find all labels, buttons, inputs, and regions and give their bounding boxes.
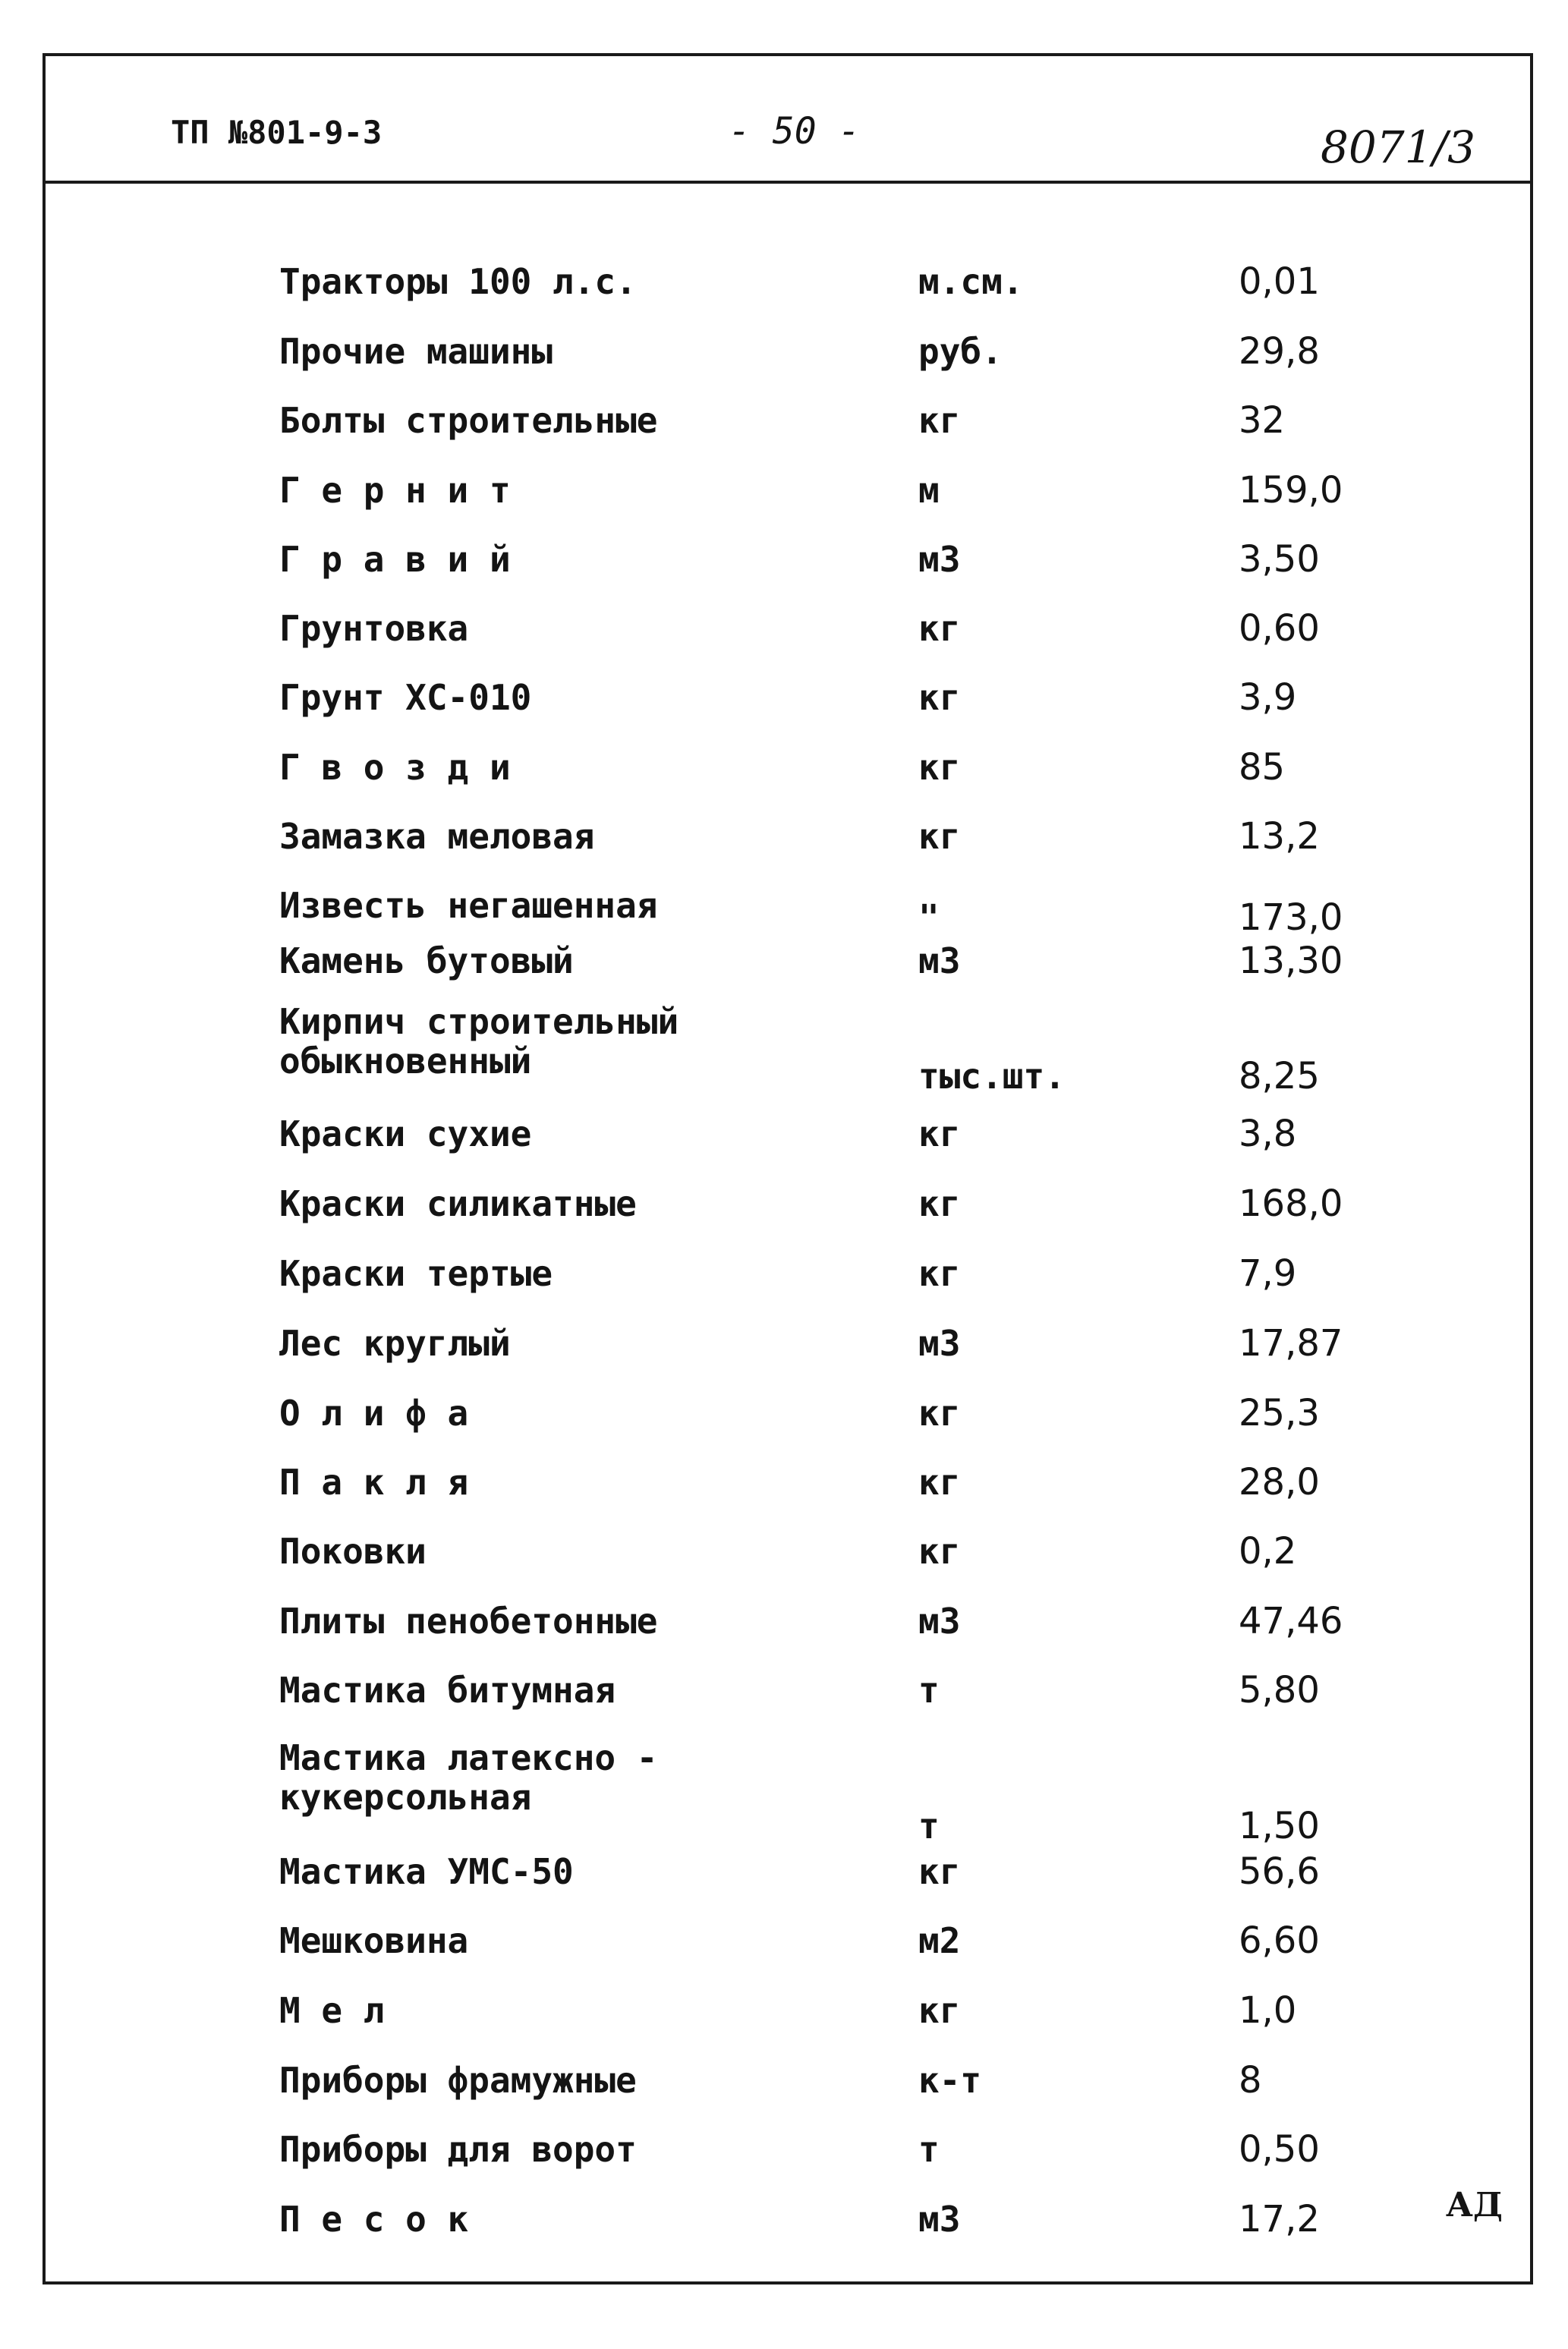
material-quantity: 3,8 bbox=[1239, 1113, 1297, 1155]
material-row bbox=[0, 1001, 1568, 1097]
material-row bbox=[0, 678, 1568, 738]
material-unit: м2 bbox=[918, 1920, 961, 1961]
material-row bbox=[0, 1114, 1568, 1175]
material-quantity: 159,0 bbox=[1239, 469, 1343, 512]
material-row bbox=[0, 1184, 1568, 1245]
material-unit: кг bbox=[918, 1253, 961, 1294]
material-row bbox=[0, 1601, 1568, 1662]
material-row bbox=[0, 332, 1568, 392]
material-quantity: 7,9 bbox=[1239, 1252, 1297, 1295]
material-quantity: 17,2 bbox=[1239, 2198, 1320, 2240]
material-quantity: 3,50 bbox=[1239, 538, 1320, 581]
material-row bbox=[0, 471, 1568, 531]
material-name: Мастика УМС-50 bbox=[279, 1851, 574, 1892]
material-quantity: 8 bbox=[1239, 2059, 1262, 2102]
material-unit: кг bbox=[918, 1531, 961, 1572]
material-row bbox=[0, 2130, 1568, 2190]
material-quantity: 173,0 bbox=[1239, 896, 1343, 939]
material-unit: " bbox=[918, 897, 940, 938]
material-name: Мешковина bbox=[279, 1920, 469, 1961]
material-quantity: 0,50 bbox=[1239, 2128, 1320, 2171]
material-unit: м3 bbox=[918, 1323, 961, 1364]
header-divider bbox=[43, 181, 1533, 184]
material-row bbox=[0, 262, 1568, 323]
material-name: Поковки bbox=[279, 1531, 427, 1572]
material-name: Г р а в и й bbox=[279, 539, 511, 580]
material-row bbox=[0, 2199, 1568, 2260]
material-row bbox=[0, 817, 1568, 877]
material-name: Прочие машины bbox=[279, 331, 553, 372]
material-name: Грунтовка bbox=[279, 608, 469, 649]
material-row bbox=[0, 1921, 1568, 1982]
material-unit: кг bbox=[918, 677, 961, 718]
material-quantity: 0,01 bbox=[1239, 260, 1320, 303]
material-quantity: 3,9 bbox=[1239, 676, 1297, 719]
material-quantity: 8,25 bbox=[1239, 1055, 1320, 1097]
archive-stamp: АД bbox=[1446, 2186, 1503, 2225]
material-unit: руб. bbox=[918, 331, 1003, 372]
material-unit: кг bbox=[918, 747, 961, 788]
material-name: Лес круглый bbox=[279, 1323, 511, 1364]
material-quantity: 5,80 bbox=[1239, 1669, 1320, 1711]
material-unit: кг bbox=[918, 608, 961, 649]
material-name: Тракторы 100 л.с. bbox=[279, 261, 637, 302]
material-name: Камень бутовый bbox=[279, 940, 574, 981]
material-unit: т bbox=[918, 1670, 940, 1711]
material-unit: кг bbox=[918, 1462, 961, 1503]
material-row bbox=[0, 1852, 1568, 1913]
sheet-reference: 8071/3 bbox=[1321, 121, 1476, 173]
material-name: Кирпич строительный обыкновенный bbox=[279, 1001, 679, 1082]
document-id: ТП №801-9-3 bbox=[171, 114, 383, 151]
material-name: О л и ф а bbox=[279, 1393, 469, 1434]
material-row bbox=[0, 886, 1568, 946]
material-name: Известь негашенная bbox=[279, 885, 658, 926]
material-row bbox=[0, 1254, 1568, 1315]
material-unit: кг bbox=[918, 400, 961, 441]
material-name: Болты строительные bbox=[279, 400, 658, 441]
material-unit: м.см. bbox=[918, 261, 1024, 302]
material-name: П а к л я bbox=[279, 1462, 469, 1503]
material-name: Замазка меловая bbox=[279, 816, 595, 857]
material-quantity: 1,0 bbox=[1239, 1989, 1297, 2032]
material-quantity: 13,2 bbox=[1239, 815, 1320, 858]
material-row bbox=[0, 1737, 1568, 1847]
material-quantity: 168,0 bbox=[1239, 1182, 1343, 1225]
material-quantity: 1,50 bbox=[1239, 1805, 1320, 1847]
material-name: Г в о з д и bbox=[279, 747, 511, 788]
material-unit: тыс.шт. bbox=[918, 1056, 1066, 1097]
material-name: Мастика битумная bbox=[279, 1670, 616, 1711]
material-unit: кг bbox=[918, 816, 961, 857]
material-row bbox=[0, 1670, 1568, 1731]
material-name: Грунт ХС-010 bbox=[279, 677, 532, 718]
material-quantity: 28,0 bbox=[1239, 1461, 1320, 1504]
material-unit: кг bbox=[918, 1113, 961, 1154]
material-row bbox=[0, 1393, 1568, 1454]
material-name: Краски силикатные bbox=[279, 1183, 637, 1224]
material-unit: кг bbox=[918, 1990, 961, 2031]
material-row bbox=[0, 748, 1568, 808]
material-unit: м bbox=[918, 470, 940, 511]
material-unit: т bbox=[918, 1806, 940, 1847]
material-row bbox=[0, 540, 1568, 600]
material-row bbox=[0, 1463, 1568, 1523]
material-unit: кг bbox=[918, 1393, 961, 1434]
material-name: Краски тертые bbox=[279, 1253, 553, 1294]
material-quantity: 32 bbox=[1239, 399, 1286, 442]
material-quantity: 85 bbox=[1239, 746, 1286, 789]
material-quantity: 13,30 bbox=[1239, 940, 1343, 982]
material-name: Краски сухие bbox=[279, 1113, 532, 1154]
material-quantity: 29,8 bbox=[1239, 330, 1320, 373]
material-row bbox=[0, 401, 1568, 461]
material-row bbox=[0, 2061, 1568, 2121]
material-unit: м3 bbox=[918, 1601, 961, 1642]
material-quantity: 0,60 bbox=[1239, 607, 1320, 650]
material-row bbox=[0, 609, 1568, 669]
material-name: Плиты пенобетонные bbox=[279, 1601, 658, 1642]
material-unit: к-т bbox=[918, 2060, 982, 2101]
material-quantity: 56,6 bbox=[1239, 1850, 1320, 1893]
material-row bbox=[0, 1324, 1568, 1384]
material-row bbox=[0, 1532, 1568, 1592]
material-row bbox=[0, 941, 1568, 1002]
material-unit: кг bbox=[918, 1851, 961, 1892]
material-unit: м3 bbox=[918, 2199, 961, 2240]
material-name: М е л bbox=[279, 1990, 385, 2031]
material-quantity: 6,60 bbox=[1239, 1919, 1320, 1962]
material-unit: м3 bbox=[918, 940, 961, 981]
material-quantity: 0,2 bbox=[1239, 1530, 1297, 1573]
material-name: Приборы фрамужные bbox=[279, 2060, 637, 2101]
material-name: Г е р н и т bbox=[279, 470, 511, 511]
material-name: Приборы для ворот bbox=[279, 2129, 637, 2170]
material-quantity: 17,87 bbox=[1239, 1322, 1343, 1365]
material-name: Мастика латексно - кукерсольная bbox=[279, 1737, 658, 1818]
material-quantity: 25,3 bbox=[1239, 1392, 1320, 1434]
page-number: - 50 - bbox=[729, 110, 861, 153]
material-unit: м3 bbox=[918, 539, 961, 580]
material-name: П е с о к bbox=[279, 2199, 469, 2240]
material-unit: кг bbox=[918, 1183, 961, 1224]
material-row bbox=[0, 1991, 1568, 2051]
material-quantity: 47,46 bbox=[1239, 1600, 1343, 1642]
material-unit: т bbox=[918, 2129, 940, 2170]
